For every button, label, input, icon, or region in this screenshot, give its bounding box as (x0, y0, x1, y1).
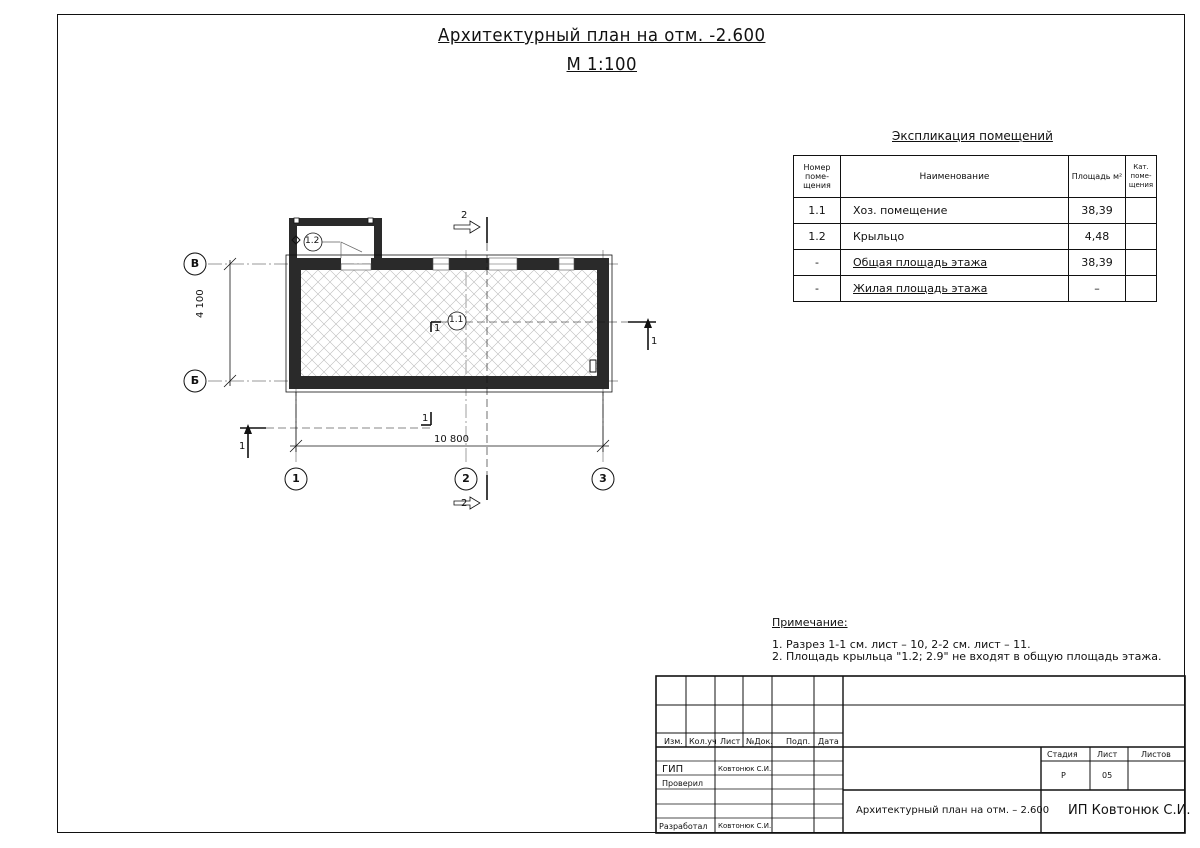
explication-header-number: Номер поме- щения (794, 156, 841, 198)
room-tag-1-1: 1.1 (449, 315, 464, 325)
tb-sheet-value: 05 (1102, 771, 1113, 780)
section-1-mark-inner-bottom: 1 (422, 413, 429, 424)
section-1-mark-right: 1 (651, 336, 658, 347)
explication-header-name: Наименование (841, 156, 1069, 198)
axis-label-v: В (190, 257, 200, 270)
room-tag-1-2: 1.2 (305, 236, 320, 246)
tb-col-izm: Изм. (664, 737, 683, 746)
notes-title: Примечание: (772, 616, 848, 629)
axis-label-b: Б (190, 374, 200, 387)
tb-organization: ИП Ковтонюк С.И. (1068, 803, 1191, 818)
tb-drawing-name: Архитектурный план на отм. – 2.600 (856, 805, 1050, 816)
tb-name-developed: Ковтонюк С.И. (718, 822, 772, 830)
tb-name-gip: Ковтонюк С.И. (718, 765, 772, 773)
section-2-mark-bottom: 2 (461, 498, 468, 509)
tb-col-podp: Подп. (786, 737, 811, 746)
tb-sheets-label: Листов (1141, 750, 1171, 759)
table-row: 1.1 Хоз. помещение 38,39 (794, 198, 1157, 224)
axis-label-1: 1 (292, 472, 300, 485)
tb-role-developed: Разработал (659, 822, 708, 831)
section-1-mark-inner-top: 1 (434, 323, 441, 334)
tb-col-ndok: №Док. (746, 737, 773, 746)
axis-label-2: 2 (462, 472, 470, 485)
section-2-mark-top: 2 (461, 210, 468, 221)
dimension-vertical: 4 100 (195, 289, 206, 318)
sheet-scale: М 1:100 (566, 54, 638, 75)
tb-role-checked: Проверил (662, 779, 704, 788)
table-row: 1.2 Крыльцо 4,48 (794, 224, 1157, 250)
axis-label-3: 3 (599, 472, 607, 485)
tb-col-data: Дата (818, 737, 839, 746)
section-1-mark-left: 1 (239, 441, 246, 452)
tb-col-list: Лист (720, 737, 741, 746)
tb-stage-label: Стадия (1047, 750, 1078, 759)
explication-title: Экспликация помещений (892, 129, 1053, 143)
tb-col-koluch: Кол.уч (689, 737, 717, 746)
explication-header-area: Площадь м² (1069, 156, 1126, 198)
explication-header-category: Кат. поме- щения (1126, 156, 1157, 198)
note-line-1: 1. Разрез 1-1 см. лист – 10, 2-2 см. лист – 11. (772, 638, 1031, 651)
note-line-2: 2. Площадь крыльца "1.2; 2.9" не входят в общую площадь этажа. (772, 650, 1162, 663)
table-row: - Общая площадь этажа 38,39 (794, 250, 1157, 276)
tb-stage-value: Р (1061, 771, 1066, 780)
sheet-title: Архитектурный план на отм. -2.600 (438, 25, 766, 46)
dimension-horizontal: 10 800 (434, 434, 469, 445)
tb-sheet-label: Лист (1097, 750, 1118, 759)
tb-role-gip: ГИП (662, 764, 684, 775)
table-row: - Жилая площадь этажа – (794, 276, 1157, 302)
